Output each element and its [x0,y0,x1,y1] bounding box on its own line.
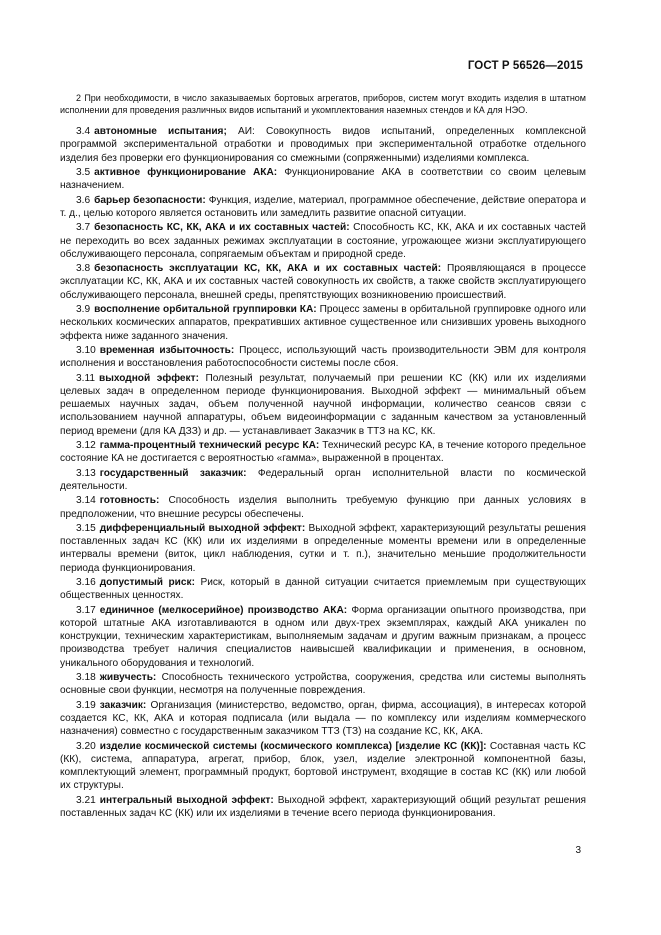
term-number: 3.10 [76,344,96,356]
page-number: 3 [575,845,581,856]
term-definition: АИ: Совокупность видов испытаний, определенных комплексной программой экспериментальной отработки и проводимых при экспериментальной отработке отдельного изделия без проверки его функционирования со смежными (сопряженными) изделиями комплекса. [60,126,586,164]
term-number: 3.20 [76,740,96,752]
term-entry [60,699,586,739]
term-entry [60,125,586,165]
term-entry [60,576,586,603]
term-entry [60,794,586,821]
term-number: 3.14 [76,495,96,507]
term-number: 3.7 [76,222,91,234]
term-number: 3.17 [76,604,96,616]
term-title: активное функционирование АКА: [94,167,278,179]
terms-list [60,125,586,820]
term-definition: Способность КС, КК, АКА и их составных частей не переходить во всех заданных режимах эксплуатации в состояние, угрожающее жизни эксплуатирующего обслуживающего персонала, сопрягаемым объектам и природной среде. [60,222,586,260]
term-entry [60,740,586,793]
term-title: временная избыточность: [99,344,235,356]
term-number: 3.21 [76,794,96,806]
term-definition: Полезный результат, получаемый при решении КС (КК) или их изделиями целевых задач в определенном периоде функционирования. Выходной эффект — минимальный объем решаемых научных задач, объем полученной научной информации, количество сеансов связи с использованием научной аппаратуры, объем видеоинформации с заданным качеством за установленный период времени (для КА ДЗЗ) и др. — устанавливает Заказчик в ТТЗ на КС, КК. [60,372,586,437]
term-title: выходной эффект: [98,372,199,384]
term-title: изделие космической системы (космического комплекса) [изделие КС (КК)]: [99,740,487,752]
term-entry [60,372,586,438]
term-entry [60,303,586,343]
term-number: 3.15 [76,522,96,534]
term-title: государственный заказчик: [99,467,247,479]
term-title: единичное (мелкосерийное) производство АКА: [99,604,348,616]
term-definition: Технический ресурс КА, в течение которого предельное состояние КА не достигается с вероятностью «гамма», выраженной в процентах. [60,440,586,465]
term-definition: Функция, изделие, материал, программное обеспечение, действие оператора и т. д., целью которого является остановить или замедлить развитие опасной ситуации. [60,194,586,219]
term-entry [60,221,586,261]
term-number: 3.8 [76,263,91,275]
term-definition: Процесс замены в орбитальной группировке одного или нескольких космических аппаратов, прекративших активное существенное или снизивших уровень выходного эффекта ниже заданного значения. [60,304,586,342]
term-number: 3.5 [76,167,91,179]
term-number: 3.11 [76,372,95,384]
term-definition: Выходной эффект, характеризующий общий результат решения поставленных задач КС (КК) или их изделиями в течение всего периода функционирования. [60,794,586,820]
term-entry [60,194,586,221]
term-title: допустимый риск: [99,576,195,588]
term-title: безопасность эксплуатации КС, КК, АКА и их составных частей: [94,263,442,275]
term-number: 3.13 [76,467,96,479]
term-title: интегральный выходной эффект: [99,794,274,806]
term-entry [60,467,586,494]
term-number: 3.18 [76,672,96,684]
document-header: ГОСТ Р 56526—2015 [467,60,583,72]
term-definition: Способность технического устройства, сооружения, средства или системы выполнять основные свои функции, несмотря на полученные повреждения. [60,672,586,697]
term-entry [60,494,586,521]
term-title: заказчик: [99,699,147,711]
term-definition: Процесс, использующий часть производительности ЭВМ для контроля исполнения и восстановления работоспособности системы после сбоя. [60,344,586,370]
term-definition: Составная часть КС (КК), система, аппаратура, агрегат, прибор, блок, узел, изделие электронной компонентной базы, комплектующий элемент, программный продукт, бортовой инструмент, входящие в состав КС (КК) или любой их структуры. [60,740,586,792]
term-title: восполнение орбитальной группировки КА: [94,304,317,316]
term-entry [60,439,586,466]
term-definition: Организация (министерство, ведомство, орган, фирма, ассоциация), в интересах которой создается КС, КК, АКА и которая подписала (или выдала — по комплексу или изделиям коммерческого назначения) совместно с государственным заказчиком ТТЗ (ТЗ) на создание КС, КК, АКА. [60,699,586,738]
term-entry [60,671,586,698]
term-entry [60,166,586,193]
term-title: гамма-процентный технический ресурс КА: [99,440,320,452]
term-number: 3.6 [76,194,91,206]
term-entry [60,604,586,670]
term-title: барьер безопасности: [94,194,206,206]
note-paragraph: 2 При необходимости, в число заказываемых бортовых агрегатов, приборов, систем могут входить изделия в штатном исполнении для проведения различных видов испытаний и укомплектования наземных стендов и КА для НЭО. [60,93,586,116]
term-definition: Способность изделия выполнить требуемую функцию при данных условиях в предположении, что внешние ресурсы обеспечены. [60,495,586,520]
term-title: готовность: [99,495,160,507]
term-definition: Выходной эффект, характеризующий результаты решения поставленных задач КС (КК) или их изделиями в определенные моменты времени или в определенные интервалы времени (виток, цикл наблюдения, сутки и т. п.), значительно меньшие продолжительности периода функционирования. [60,522,586,574]
term-number: 3.16 [76,576,96,588]
term-number: 3.19 [76,699,96,711]
term-definition: Риск, который в данной ситуации считается приемлемым при существующих общественных ценностях. [60,576,586,602]
term-entry [60,344,586,371]
term-title: автономные испытания; [94,126,227,138]
document-body [60,92,586,821]
term-definition: Федеральный орган исполнительной власти по космической деятельности. [60,467,586,492]
term-definition: Функционирование АКА в соответствии со своим целевым назначением. [60,167,586,192]
term-definition: Проявляющаяся в процессе эксплуатации КС, КК, АКА и их составных частей совокупность их свойств, а также свойств эксплуатирующего обслуживающего персонала, внешней среды, препятствующих возникновению происшествий. [60,263,587,301]
term-title: живучесть: [99,672,157,684]
term-number: 3.4 [76,126,91,138]
term-entry [60,262,586,302]
term-number: 3.12 [76,440,96,452]
term-title: дифференциальный выходной эффект: [99,522,306,534]
term-title: безопасность КС, КК, АКА и их составных частей: [94,222,350,234]
term-definition: Форма организации опытного производства, при которой штатные АКА изготавливаются в одном или двух-трех экземплярах, каждый АКА уникален по конструкции, техническим характеристикам, выполняемым задачам и другим важным признакам, а процесс производства требует наличия специалистов наивысшей квалификации и применения, в основном, уникального оборудования и технологий. [60,604,586,669]
term-number: 3.9 [76,304,91,316]
term-entry [60,522,586,575]
